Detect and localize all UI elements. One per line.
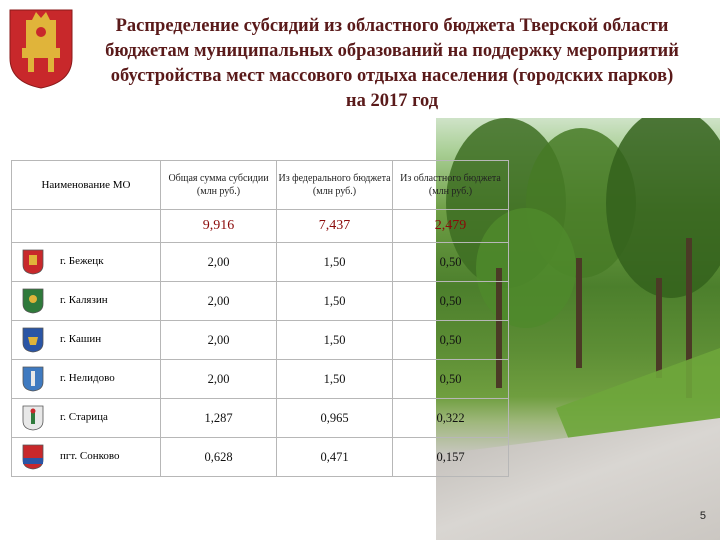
cell-total: 2,00 [161,243,277,282]
cell-total: 0,628 [161,438,277,477]
bezhetsk-coat-of-arms-icon [22,249,44,275]
cell-federal: 0,471 [277,438,393,477]
municipality-name: г. Бежецк [60,255,104,267]
total-federal: 7,437 [277,210,393,243]
cell-total: 2,00 [161,360,277,399]
cell-regional: 0,50 [393,360,509,399]
row-name-cell [12,243,161,282]
municipality-name: г. Кашин [60,333,102,345]
header-name: Наименование МО [12,161,161,210]
sonkovo-coat-of-arms-icon [22,444,44,470]
table-row [12,243,509,282]
header-regional: Из областного бюджета (млн руб.) [393,161,509,210]
cell-regional: 0,50 [393,243,509,282]
totals-row [12,210,509,243]
municipality-name: г. Старица [60,411,108,423]
slide-number: 5 [699,510,706,522]
total-regional: 2,479 [393,210,509,243]
cell-regional: 0,322 [393,399,509,438]
cell-total: 2,00 [161,321,277,360]
table-row [12,321,509,360]
cell-federal: 1,50 [277,360,393,399]
cell-federal: 1,50 [277,243,393,282]
cell-total: 1,287 [161,399,277,438]
cell-regional: 0,50 [393,282,509,321]
subsidy-table [11,160,509,477]
row-name-cell [12,360,161,399]
cell-regional: 0,157 [393,438,509,477]
cell-total: 2,00 [161,282,277,321]
municipality-name: г. Калязин [60,294,108,306]
table-row [12,282,509,321]
nelidovo-coat-of-arms-icon [22,366,44,392]
row-name-cell [12,282,161,321]
header-total: Общая сумма субсидии (млн руб.) [161,161,277,210]
table-row [12,399,509,438]
tver-emblem-icon [6,6,76,90]
totals-label [12,210,161,243]
cell-federal: 1,50 [277,282,393,321]
municipality-name: пгт. Сонково [60,450,120,462]
row-name-cell [12,399,161,438]
kashin-coat-of-arms-icon [22,327,44,353]
header-federal: Из федерального бюджета (млн руб.) [277,161,393,210]
table-row [12,438,509,477]
page-title: Распределение субсидий из областного бюджета Тверской области бюджетам муниципальных образований на поддержку мероприятий обустройства мест массового отдыха населения (городских парков) на 2017 год [105,16,679,111]
cell-federal: 0,965 [277,399,393,438]
total-sum: 9,916 [161,210,277,243]
row-name-cell [12,321,161,360]
row-name-cell [12,438,161,477]
cell-federal: 1,50 [277,321,393,360]
table-row [12,360,509,399]
table-header-row [12,161,509,210]
cell-regional: 0,50 [393,321,509,360]
municipality-name: г. Нелидово [60,372,115,384]
kalyazin-coat-of-arms-icon [22,288,44,314]
staritsa-coat-of-arms-icon [22,405,44,431]
